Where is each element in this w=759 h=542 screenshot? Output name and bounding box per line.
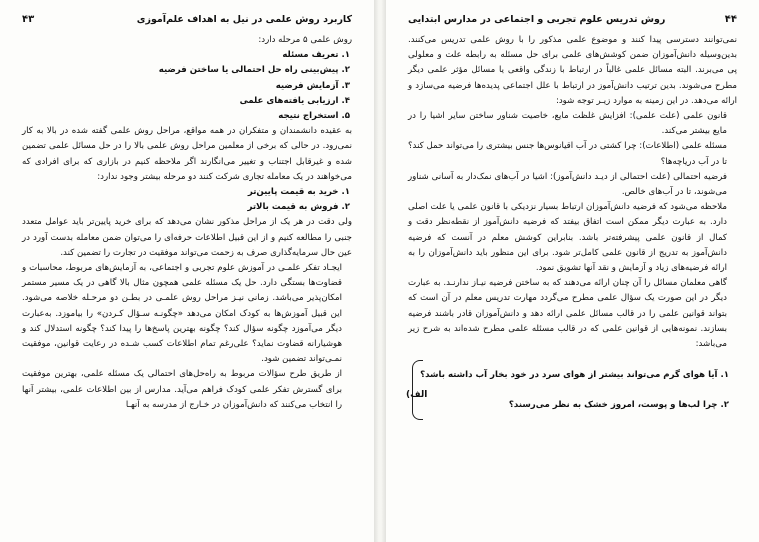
paragraph: ملاحظه می‌شود که فرضیه دانش‌آموزان ارتباط بسیار نزدیکی با قانون علمی یا علت اصلی دارد. به عبارت دیگر ممکن است اتفاق بیفتد که فرضیه دانش‌آموز از نقطه‌نظر دقت و کمال از قانون علمی پیشرفته‌تر باشد. بنابراین کوشش معلم در آنست که فرضیه دانش‌آموز به تدریج از قانون علمی کامل‌تر شود. برای این منظور باید دانش‌آموزان را به ارائه فرضیه‌های زیاد و آزمایش و نقد آنها تشویق نمود.: [408, 202, 727, 274]
book-gutter: [374, 0, 386, 542]
question-group: [408, 358, 737, 422]
left-page-number: ۴۳: [22, 13, 35, 25]
left-page-header: [22, 12, 352, 26]
right-page-body: [408, 33, 737, 422]
paragraph: نمی‌توانند دسترسی پیدا کنند و موضوع علمی مذکور را با روش علمی تدریس می‌کنند. بدین‌وسیله دانش‌آموزان ضمن کوشش‌های علمی برای حل مسئله به رابطه علت و معلولی پی می‌برند. البته مسائل علمی غالباً در ارتباط با زندگی واقعی یا مسائل مؤثر علمی دیگر مطرح می‌شوند. بدین ترتیب دانش‌آموز در ارتباط با علل اجتماعی پدیده‌ها فرضیه می‌سازد و ارائه می‌دهد. در این زمینه به موارد زیـر توجه شود:: [408, 35, 737, 106]
question-item: ۲. چرا لب‌ها و پوست، امروز خشک به نظر می‌رسند؟: [508, 400, 729, 411]
paragraph: گاهی معلمان مسائل را آن چنان ارائه می‌دهند که به ساختن فرضیه نیـاز ندارنـد. به عبارت دیگر در این صورت یک سؤال علمی مطرح می‌گردد مهارت تدریس معلم در آن است که بتواند قوانین علمی را در قالب مسائل علمی ارائه دهد و دانش‌آموزان قادر باشند فرضیه بسازند. نمونه‌هایی از قوانین علمی که در قالب مسئله علمی مطرح شده‌اند به شرح زیر می‌باشد:: [408, 278, 727, 350]
right-page-header: [408, 12, 737, 26]
paragraph: به عقیده دانشمندان و متفکران در همه مواقع، مراحل روش علمی گفته شده در بالا به کار نمی‌رود. در حالی که برخی از معلمین مراحل روش علمی بالا را در حل مسائل علمی تضمین شده و غیرقابل اجتناب و تغییر می‌انگارند اگر ملاحظه کنیم در بازاری که برای افرادی که می‌خواهند در یک معامله تجاری شرکت کنند دو مرحله بیشتر وجود ندارد:: [22, 126, 352, 182]
hypothesis: فرضیه احتمالی (علت احتمالی از دیـد دانش‌آموز): اشیا در آب‌های نمک‌دار به آسانی شناور می‌شوند، تا در آب‌های خالص.: [408, 171, 727, 198]
left-page: [0, 0, 374, 542]
step-item: ۴. ارزیابی یافته‌های علمی: [239, 95, 350, 106]
question-group-label: الف): [406, 390, 428, 401]
step-item: ۱. تعریف مسئله: [282, 50, 350, 61]
paragraph: از طریق طرح سؤالات مربوط به راه‌حل‌های احتمالی یک مسئله علمی، بهترین موفقیت برای گسترش تفکر علمی کودک فراهم می‌آید. مدارس از بین اطلاعات علمی، بیشتر آنها را انتخاب می‌کنند که دانش‌آموزان در خـارج از مدرسه به آنهـا: [22, 369, 342, 410]
right-page-number: ۴۴: [724, 13, 737, 25]
scientific-law: قانون علمی (علت علمی): افزایش غلظت مایع، خاصیت شناور ساختن سایر اشیا را در مایع بیشتر می‌کند.: [408, 111, 727, 137]
question-item: ۱. آیا هوای گرم می‌تواند بیشتر از هوای سرد در خود بخار آب داشته باشد؟: [420, 370, 729, 381]
right-page: [386, 0, 759, 542]
scientific-problem: مسئله علمی (اطلاعات): چرا کشتی در آب اقیانوس‌ها جنس بیشتری را می‌تواند حمل کند؟ تا در آب دریاچه‌ها؟: [408, 141, 727, 167]
step-item: ۳. آزمایش فرضیه: [275, 80, 350, 91]
paragraph: ولی دقت در هر یک از مراحل مذکور نشان می‌دهد که برای خرید پایین‌تر باید عوامل متعدد جنبی را مطالعه کنیم و از این قبیل اطلاعات حرفه‌ای را می‌توان ضمن معامله بدست آورد در عین حال سرمایه‌گذاری صرف به زحمت می‌تواند موفقیت در تجارت را تضمین کند.: [22, 217, 352, 258]
trade-step-item: ۲. فروش به قیمت بالاتر: [247, 202, 350, 213]
step-item: ۲. پیش‌بینی راه حل احتمالی یا ساختن فرضیه: [158, 65, 350, 76]
left-page-title: کاربرد روش علمی در نیل به اهداف علم‌آموزی: [136, 13, 352, 25]
left-page-body: [22, 33, 352, 413]
trade-step-item: ۱. خرید به قیمت پایین‌تر: [247, 187, 350, 198]
right-page-title: روش تدریس علوم تجربی و اجتماعی در مدارس ابتدایی: [408, 13, 666, 25]
step-item: ۵. استخراج نتیجه: [278, 111, 350, 122]
steps-intro: روش علمی ۵ مرحله دارد:: [258, 35, 352, 45]
paragraph: ایجـاد تفکر علمـی در آموزش علوم تجربی و اجتماعی، به آزمایش‌های مربوط، محاسبات و قضاوت‌ها بستگی دارد. حل یک مسئله علمی همچون مثال بالا گاهی در یک مسیر مستمر امکان‌پذیر می‌باشد. زمانی نیـز مراحل روش علمـی در بطـن دو مرحـله خلاصه می‌شود. این قبیل آموزش‌ها به کودک امکان می‌دهد «چگونـه سـؤال کـردن» را بیاموزد. به‌عبارت دیگر می‌آموزد چگونه سؤال کند؟ چگونه بهترین پاسخ‌ها را پیدا کند؟ چگونه استدلال کند و هوشیارانه قضاوت نماید؟ علی‌رغم تمام اطلاعات کسب شـده در رعایت قوانین، موفقیت نمـی‌تواند تضمین شود.: [22, 263, 342, 365]
